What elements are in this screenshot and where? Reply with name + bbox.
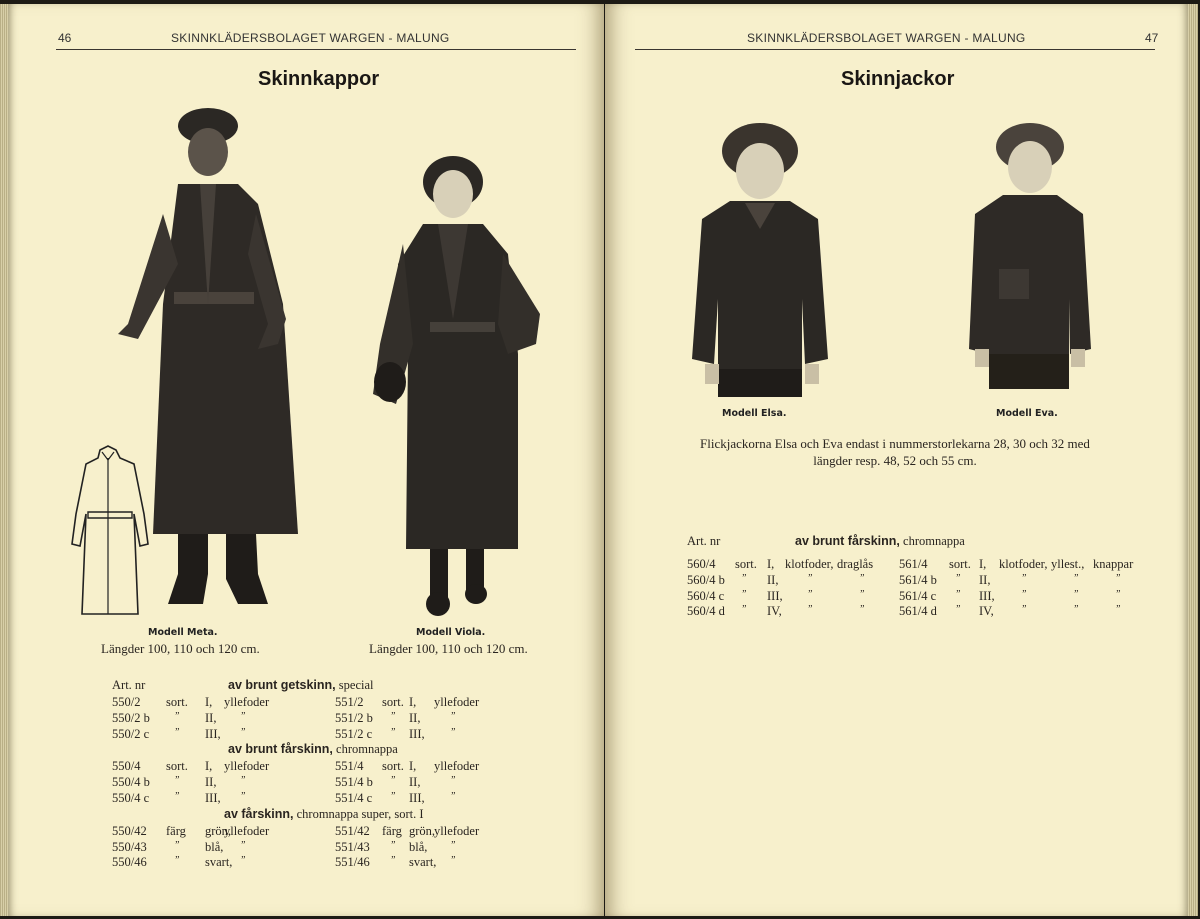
left-price-table [112, 678, 532, 871]
left-page [8, 4, 604, 916]
table-cell: 560/4 [687, 557, 716, 571]
section-heading-rest: chromnappa super, sort. I [293, 806, 424, 821]
table-cell: ” [955, 572, 961, 584]
table-cell: ” [174, 855, 180, 867]
table-cell: yllefoder [224, 759, 270, 774]
section-heading-bold: av brunt getskinn, [228, 678, 336, 692]
table-cell: ” [859, 604, 865, 616]
table-cell: 560/4 d [687, 604, 725, 619]
table-cell: II, [205, 775, 217, 790]
table-cell: klotfoder, [785, 557, 834, 571]
table-cell: III, [979, 588, 995, 603]
table-cell: ” [174, 839, 180, 851]
table-cell: 561/4 b [899, 572, 937, 587]
table-cell: IV, [767, 604, 782, 619]
table-cell: ” [807, 572, 813, 584]
model-elsa-photo [690, 119, 835, 399]
table-cell: IV, [979, 604, 994, 619]
size-note [660, 435, 1130, 469]
section-heading [224, 807, 424, 822]
table-cell: ” [390, 855, 396, 867]
table-cell: 550/4 b [112, 775, 150, 790]
table-cell: ” [807, 588, 813, 600]
left-page-number: 46 [58, 31, 72, 45]
section-heading-rest: special [335, 678, 374, 692]
section-heading-bold: av brunt fårskinn, [228, 742, 333, 757]
table-heading-row [112, 678, 532, 695]
section-heading-rest: chromnappa [332, 742, 398, 757]
table-cell: 550/43 [112, 839, 147, 854]
table-cell: II, [409, 710, 421, 725]
table-cell: 550/4 [112, 759, 141, 774]
table-cell: ” [1073, 572, 1079, 584]
table-cell: ” [807, 604, 813, 616]
table-row [112, 775, 532, 791]
table-cell: ” [240, 839, 246, 851]
table-cell: ” [955, 604, 961, 616]
table-row [687, 573, 1157, 589]
table-cell: 561/4 [899, 557, 928, 571]
art-number-label: Art. nr [112, 678, 146, 692]
model-eva-photo [965, 119, 1095, 394]
table-cell: I, [409, 695, 417, 709]
table-cell: II, [409, 775, 421, 790]
table-cell: 551/46 [335, 855, 370, 870]
table-cell: ” [1021, 588, 1027, 600]
table-cell: ” [741, 588, 747, 600]
model-viola-caption: Modell Viola. [416, 627, 486, 638]
table-cell: I, [205, 759, 213, 774]
table-cell: ” [1115, 588, 1121, 600]
table-cell: ” [1073, 604, 1079, 616]
table-cell: yllefoder [434, 759, 480, 774]
table-cell: 561/4 d [899, 604, 937, 619]
table-cell: 560/4 b [687, 572, 725, 587]
table-cell: ” [174, 790, 180, 802]
table-cell: sort. [949, 557, 971, 571]
table-cell: ” [240, 710, 246, 722]
size-note-line-2: längder resp. 48, 52 och 55 cm. [813, 453, 977, 468]
section-heading [228, 678, 374, 693]
table-cell: ” [240, 726, 246, 738]
table-cell: svart, [205, 855, 233, 870]
table-cell: I, [409, 759, 417, 774]
table-cell: 550/4 c [112, 790, 150, 805]
table-cell: 551/2 c [335, 726, 373, 741]
table-row [112, 711, 532, 727]
right-page-edges [1188, 4, 1198, 916]
right-page [605, 4, 1188, 916]
table-cell: 551/2 [335, 695, 364, 709]
table-cell: grön, [205, 823, 232, 838]
section-heading-rest: chromnappa [899, 534, 965, 548]
table-section-heading [112, 742, 532, 759]
table-cell: ” [390, 726, 396, 738]
table-cell: 551/4 [335, 759, 364, 774]
table-cell: ” [390, 839, 396, 851]
coat-line-drawing [68, 444, 152, 620]
table-row [687, 604, 1157, 620]
table-cell: 560/4 c [687, 588, 725, 603]
table-cell: ” [1021, 572, 1027, 584]
table-row [112, 695, 532, 711]
size-note-line-1: Flickjackorna Elsa och Eva endast i nummerstorlekarna 28, 30 och 32 med [700, 436, 1090, 451]
table-cell: ” [174, 726, 180, 738]
table-row [112, 759, 532, 775]
table-cell: färg [166, 823, 186, 838]
table-cell: ” [955, 588, 961, 600]
table-row [112, 855, 532, 871]
table-cell: ” [174, 775, 180, 787]
table-cell: ” [859, 572, 865, 584]
table-row [112, 791, 532, 807]
left-header-rule [56, 49, 576, 50]
table-cell: 551/4 c [335, 790, 373, 805]
table-cell: 550/46 [112, 855, 147, 870]
table-cell: III, [205, 790, 221, 805]
table-cell: 550/2 c [112, 726, 150, 741]
table-cell: ” [741, 572, 747, 584]
table-cell: I, [979, 557, 987, 571]
right-running-head: SKINNKLÄDERSBOLAGET WARGEN - MALUNG [747, 31, 1026, 45]
right-header-rule [635, 49, 1155, 50]
table-cell: ” [240, 855, 246, 867]
table-cell: ” [1073, 588, 1079, 600]
table-section-heading [112, 807, 532, 824]
table-row [112, 824, 532, 840]
section-heading [228, 742, 398, 757]
section-heading-bold: av fårskinn, [224, 806, 294, 821]
section-heading [795, 534, 965, 549]
table-cell: ” [390, 710, 396, 722]
table-cell: sort. [735, 557, 757, 571]
table-cell: ” [450, 775, 456, 787]
section-heading-bold: av brunt fårskinn, [795, 534, 900, 548]
table-cell: III, [767, 588, 783, 603]
table-cell: 550/2 b [112, 710, 150, 725]
table-cell: blå, [205, 839, 224, 854]
table-cell: ” [450, 790, 456, 802]
table-cell: klotfoder, [999, 557, 1048, 571]
model-meta-lengths: Längder 100, 110 och 120 cm. [101, 641, 260, 656]
table-cell: svart, [409, 855, 437, 870]
right-page-title: Skinnjackor [841, 68, 955, 90]
table-cell: 551/43 [335, 839, 370, 854]
table-cell: ” [390, 775, 396, 787]
table-cell: 550/2 [112, 695, 141, 709]
table-cell: ” [1021, 604, 1027, 616]
table-cell: knappar [1093, 557, 1134, 571]
table-row [112, 727, 532, 743]
table-cell: 550/42 [112, 823, 147, 838]
model-elsa-caption: Modell Elsa. [722, 408, 787, 419]
table-cell: yllefoder [224, 695, 270, 709]
right-price-table [687, 534, 1157, 620]
table-cell: ” [174, 710, 180, 722]
table-cell: blå, [409, 839, 428, 854]
table-cell: III, [205, 726, 221, 741]
table-cell: ” [741, 604, 747, 616]
table-cell: grön, [409, 823, 436, 838]
model-meta-caption: Modell Meta. [148, 627, 218, 638]
table-cell: yllefoder [224, 823, 270, 838]
table-cell: 551/4 b [335, 775, 373, 790]
table-cell: III, [409, 726, 425, 741]
table-cell: I, [767, 557, 775, 571]
table-cell: yllest., [1051, 557, 1085, 571]
table-cell: ” [450, 726, 456, 738]
model-viola-photo [368, 154, 543, 624]
table-cell: ” [450, 839, 456, 851]
table-cell: sort. [382, 759, 404, 774]
left-page-title: Skinnkappor [258, 68, 380, 90]
table-cell: III, [409, 790, 425, 805]
table-cell: ” [450, 710, 456, 722]
table-cell: sort. [166, 695, 188, 709]
art-number-label: Art. nr [687, 534, 721, 548]
table-cell: ” [450, 855, 456, 867]
model-eva-caption: Modell Eva. [996, 408, 1058, 419]
table-cell: sort. [382, 695, 404, 709]
table-cell: 551/42 [335, 823, 370, 838]
model-viola-lengths: Längder 100, 110 och 120 cm. [369, 641, 528, 656]
table-cell: sort. [166, 759, 188, 774]
table-cell: II, [767, 572, 779, 587]
left-page-edges [0, 4, 8, 916]
table-row [687, 557, 1157, 573]
table-cell: ” [1115, 604, 1121, 616]
table-row [112, 840, 532, 856]
left-running-head: SKINNKLÄDERSBOLAGET WARGEN - MALUNG [171, 31, 450, 45]
table-row [687, 589, 1157, 605]
table-cell: yllefoder [434, 823, 480, 838]
table-cell: I, [205, 695, 213, 709]
table-cell: II, [205, 710, 217, 725]
table-cell: ” [240, 790, 246, 802]
table-cell: draglås [837, 557, 874, 571]
table-cell: 551/2 b [335, 710, 373, 725]
table-cell: ” [240, 775, 246, 787]
right-page-number: 47 [1145, 31, 1159, 45]
table-cell: ” [1115, 572, 1121, 584]
table-cell: ” [390, 790, 396, 802]
table-cell: ” [859, 588, 865, 600]
table-cell: yllefoder [434, 695, 480, 709]
table-cell: färg [382, 823, 402, 838]
table-cell: II, [979, 572, 991, 587]
table-heading-row [687, 534, 1157, 551]
table-cell: 561/4 c [899, 588, 937, 603]
